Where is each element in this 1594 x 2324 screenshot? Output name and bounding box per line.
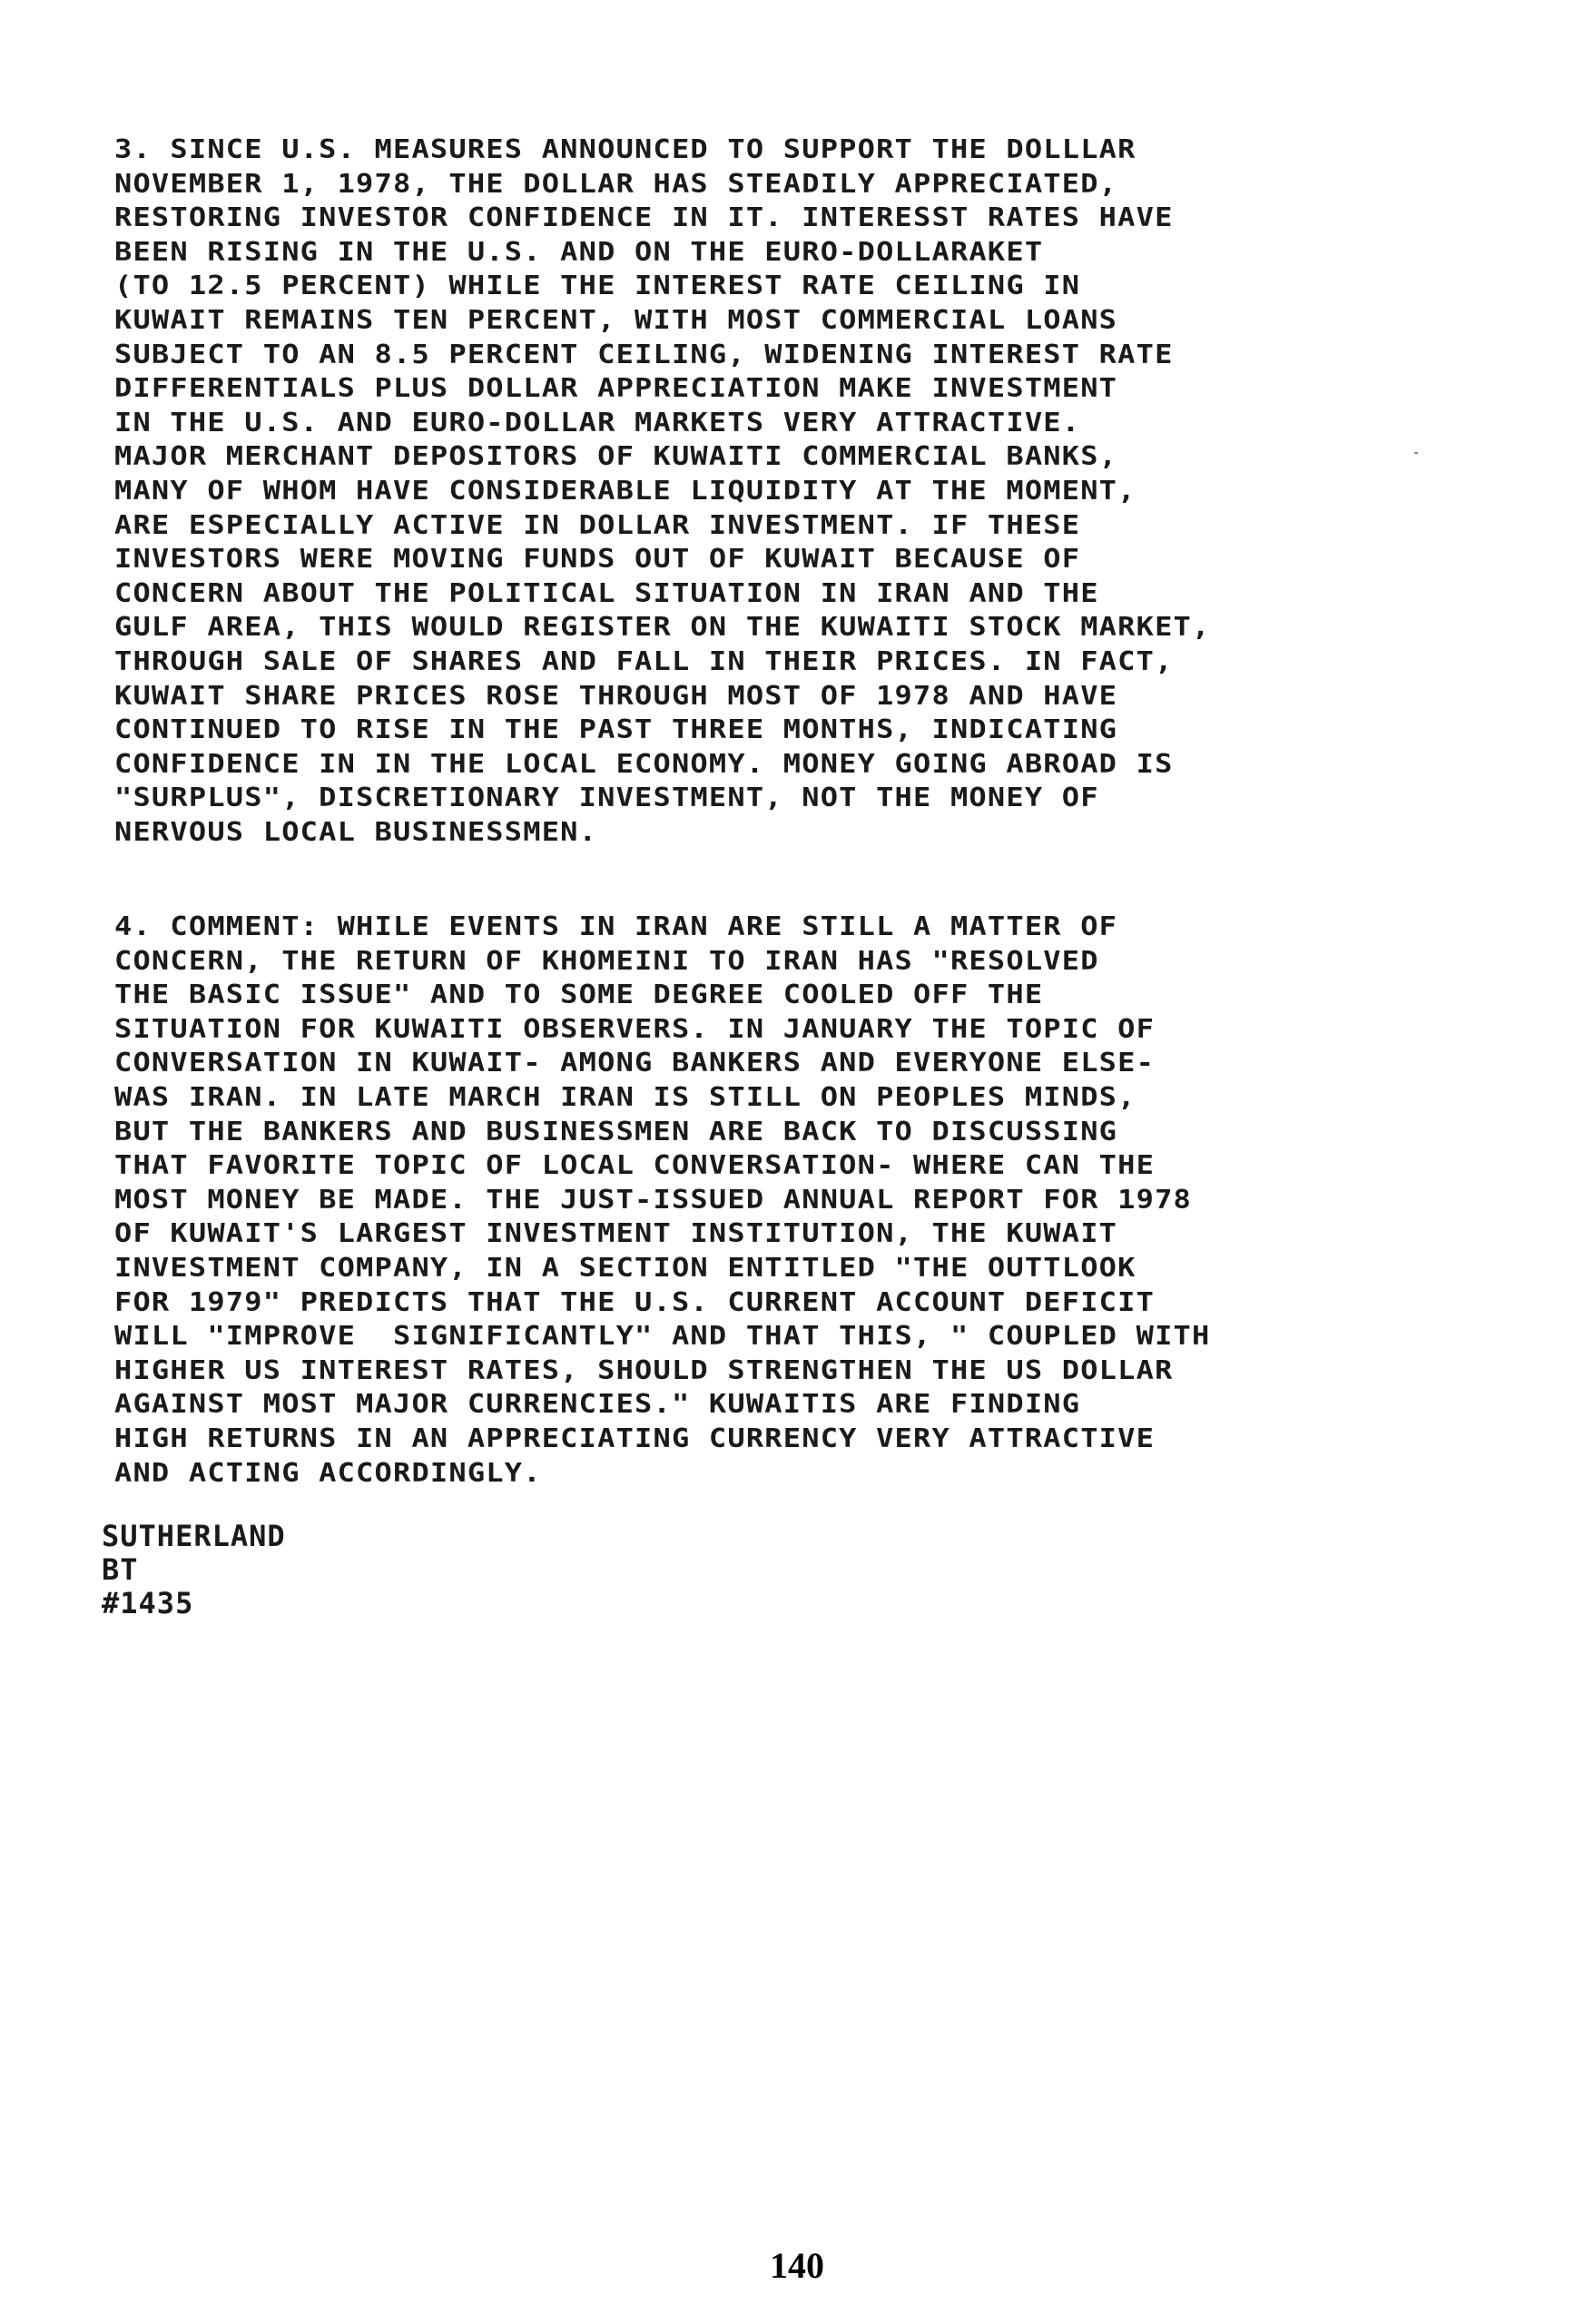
paragraph-4-line: AGAINST MOST MAJOR CURRENCIES." KUWAITIS ARE FINDING	[114, 1388, 1081, 1420]
signature: SUTHERLAND	[102, 1519, 286, 1553]
paragraph-4-line: THE BASIC ISSUE" AND TO SOME DEGREE COOLED OFF THE	[114, 979, 1044, 1010]
paragraph-4-line: WILL "IMPROVE SIGNIFICANTLY" AND THAT THIS, " COUPLED WITH	[114, 1320, 1211, 1352]
paragraph-3-line: DIFFERENTIALS PLUS DOLLAR APPRECIATION MAKE INVESTMENT	[114, 372, 1118, 404]
paragraph-4-line: CONCERN, THE RETURN OF KHOMEINI TO IRAN HAS "RESOLVED	[114, 944, 1099, 976]
paragraph-4-line: 4. COMMENT: WHILE EVENTS IN IRAN ARE STILL A MATTER OF	[114, 911, 1118, 942]
paragraph-3-line: 3. SINCE U.S. MEASURES ANNOUNCED TO SUPPORT THE DOLLLAR	[114, 133, 1136, 165]
paragraph-3-line: (TO 12.5 PERCENT) WHILE THE INTEREST RATE CEILING IN	[114, 270, 1081, 301]
scan-speck	[1414, 452, 1418, 454]
paragraph-4-line: AND ACTING ACCORDINGLY.	[114, 1456, 542, 1488]
paragraph-3-line: BEEN RISING IN THE U.S. AND ON THE EURO-DOLLARAKET	[114, 235, 1044, 268]
paragraph-4-line: THAT FAVORITE TOPIC OF LOCAL CONVERSATION- WHERE CAN THE	[114, 1149, 1156, 1181]
paragraph-3-line: NERVOUS LOCAL BUSINESSMEN.	[114, 815, 598, 848]
paragraph-4-line: HIGHER US INTEREST RATES, SHOULD STRENGTHEN THE US DOLLAR	[114, 1354, 1174, 1386]
paragraph-3-line: SUBJECT TO AN 8.5 PERCENT CEILING, WIDENING INTEREST RATE	[114, 338, 1174, 369]
paragraph-4-line: OF KUWAIT'S LARGEST INVESTMENT INSTITUTION, THE KUWAIT	[114, 1217, 1118, 1249]
paragraph-3-line: THROUGH SALE OF SHARES AND FALL IN THEIR PRICES. IN FACT,	[114, 645, 1174, 677]
paragraph-4-line: CONVERSATION IN KUWAIT- AMONG BANKERS AND EVERYONE ELSE-	[114, 1047, 1156, 1078]
paragraph-3-line: ARE ESPECIALLY ACTIVE IN DOLLAR INVESTMENT. IF THESE	[114, 508, 1081, 540]
paragraph-4-line: BUT THE BANKERS AND BUSINESSMEN ARE BACK TO DISCUSSING	[114, 1115, 1118, 1147]
message-number: #1435	[102, 1586, 194, 1620]
paragraph-3	[114, 134, 1385, 851]
paragraph-3-line: KUWAIT SHARE PRICES ROSE THROUGH MOST OF 1978 AND HAVE	[114, 679, 1118, 711]
paragraph-4-line: MOST MONEY BE MADE. THE JUST-ISSUED ANNUAL REPORT FOR 1978	[114, 1183, 1193, 1216]
closing-block	[102, 1520, 286, 1620]
paragraph-3-line: IN THE U.S. AND EURO-DOLLAR MARKETS VERY ATTRACTIVE.	[114, 406, 1081, 438]
paragraph-4-line: FOR 1979" PREDICTS THAT THE U.S. CURRENT ACCOUNT DEFICIT	[114, 1285, 1156, 1317]
paragraph-4-line: INVESTMENT COMPANY, IN A SECTION ENTITLED "THE OUTTLOOK	[114, 1252, 1136, 1284]
paragraph-4-line: HIGH RETURNS IN AN APPRECIATING CURRENCY VERY ATTRACTIVE	[114, 1423, 1156, 1454]
paragraph-3-line: "SURPLUS", DISCRETIONARY INVESTMENT, NOT THE MONEY OF	[114, 782, 1099, 813]
paragraph-3-line: RESTORING INVESTOR CONFIDENCE IN IT. INTERESST RATES HAVE	[114, 202, 1174, 233]
paragraph-3-line: CONTINUED TO RISE IN THE PAST THREE MONTHS, INDICATING	[114, 714, 1118, 745]
break-marker: BT	[102, 1552, 139, 1587]
paragraph-3-line: KUWAIT REMAINS TEN PERCENT, WITH MOST COMMERCIAL LOANS	[114, 304, 1118, 336]
paragraph-3-line: CONCERN ABOUT THE POLITICAL SITUATION IN IRAN AND THE	[114, 576, 1099, 609]
paragraph-3-line: INVESTORS WERE MOVING FUNDS OUT OF KUWAIT BECAUSE OF	[114, 543, 1081, 575]
paragraph-4-line: WAS IRAN. IN LATE MARCH IRAN IS STILL ON PEOPLES MINDS,	[114, 1081, 1136, 1113]
paragraph-3-line: NOVEMBER 1, 1978, THE DOLLAR HAS STEADILY APPRECIATED,	[114, 167, 1118, 199]
paragraph-4-comment	[114, 911, 1385, 1492]
paragraph-3-line: MANY OF WHOM HAVE CONSIDERABLE LIQUIDITY AT THE MOMENT,	[114, 475, 1136, 507]
paragraph-4-line: SITUATION FOR KUWAITI OBSERVERS. IN JANUARY THE TOPIC OF	[114, 1012, 1156, 1045]
paragraph-3-line: CONFIDENCE IN IN THE LOCAL ECONOMY. MONEY GOING ABROAD IS	[114, 747, 1174, 779]
paragraph-3-line: GULF AREA, THIS WOULD REGISTER ON THE KUWAITI STOCK MARKET,	[114, 611, 1211, 643]
page-number: 140	[770, 2245, 824, 2286]
paragraph-3-line: MAJOR MERCHANT DEPOSITORS OF KUWAITI COMMERCIAL BANKS,	[114, 440, 1118, 472]
